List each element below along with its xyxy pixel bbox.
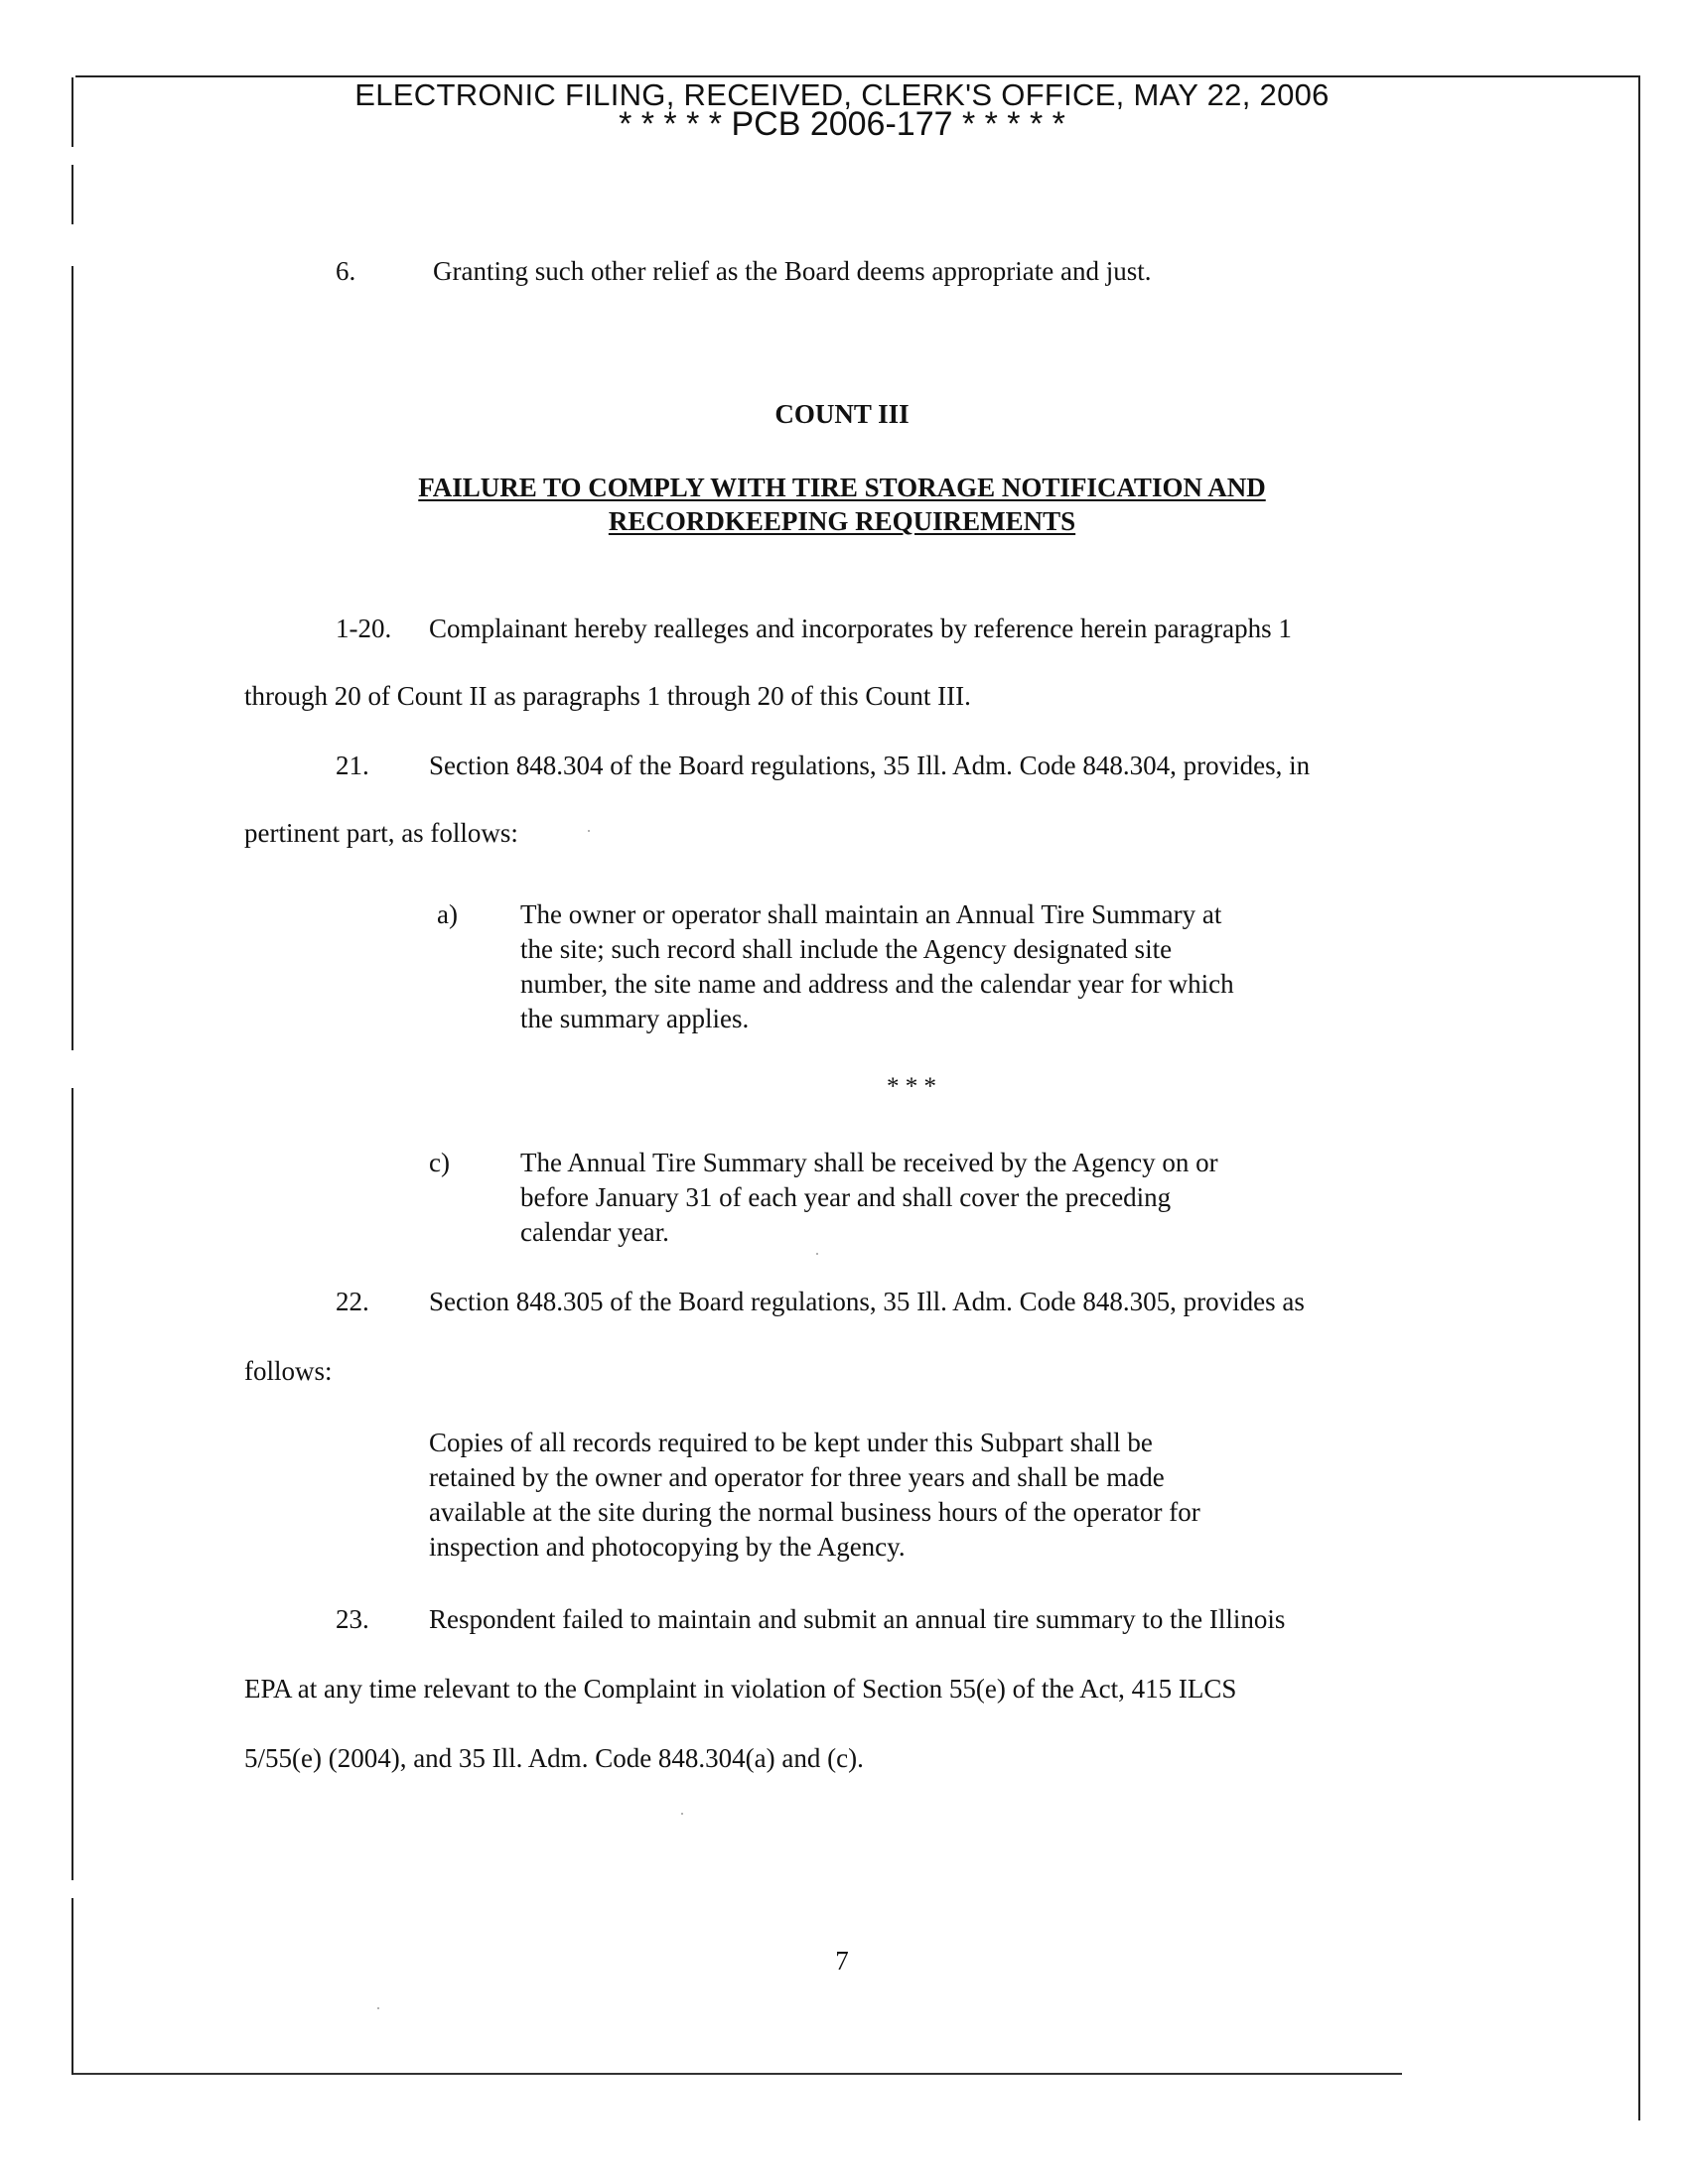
filing-stamp-line1: ELECTRONIC FILING, RECEIVED, CLERK'S OFFICE, MAY 22, 2006 bbox=[354, 77, 1330, 112]
paragraph-23-line1: Respondent failed to maintain and submit an annual tire summary to the Illinois bbox=[429, 1604, 1286, 1634]
quote-c-block bbox=[520, 1146, 1414, 1250]
scan-border-right bbox=[1638, 75, 1640, 2120]
quote-a-line: number, the site name and address and the calendar year for which bbox=[520, 969, 1234, 999]
scan-border-bottom bbox=[71, 2073, 1402, 2075]
quote-c-line: calendar year. bbox=[520, 1217, 669, 1247]
quote-a-line: the summary applies. bbox=[520, 1004, 750, 1033]
quote-305-line: retained by the owner and operator for three years and shall be made bbox=[429, 1462, 1165, 1492]
paragraph-1-20-line2: through 20 of Count II as paragraphs 1 through 20 of this Count III. bbox=[244, 681, 971, 711]
scan-border-left-segment bbox=[71, 266, 73, 1050]
quote-c-line: The Annual Tire Summary shall be received by the Agency on or bbox=[520, 1148, 1218, 1177]
paragraph-23-number: 23. bbox=[336, 1604, 369, 1634]
omission-ellipsis: * * * bbox=[887, 1073, 936, 1100]
scan-speck bbox=[816, 1253, 818, 1255]
quote-a-line: The owner or operator shall maintain an Annual Tire Summary at bbox=[520, 899, 1222, 929]
paragraph-23-line2: EPA at any time relevant to the Complaint in violation of Section 55(e) of the Act, 415 ILCS bbox=[244, 1674, 1237, 1704]
paragraph-22-line1: Section 848.305 of the Board regulations, 35 Ill. Adm. Code 848.305, provides as bbox=[429, 1287, 1305, 1316]
filing-stamp-line2: * * * * * PCB 2006-177 * * * * * bbox=[619, 105, 1065, 143]
paragraph-22-number: 22. bbox=[336, 1287, 369, 1316]
scan-speck bbox=[681, 1813, 683, 1815]
page-number: 7 bbox=[835, 1946, 849, 1976]
paragraph-22-line2: follows: bbox=[244, 1356, 333, 1386]
paragraph-21-line1: Section 848.304 of the Board regulations, 35 Ill. Adm. Code 848.304, provides, in bbox=[429, 751, 1311, 780]
scan-speck bbox=[377, 2007, 379, 2009]
quote-305-line: Copies of all records required to be kept under this Subpart shall be bbox=[429, 1428, 1153, 1457]
count-subtitle-line1: FAILURE TO COMPLY WITH TIRE STORAGE NOTIFICATION AND bbox=[418, 473, 1266, 502]
quote-c-label: c) bbox=[429, 1148, 450, 1177]
quote-305-block bbox=[429, 1426, 1323, 1565]
scan-border-left-segment bbox=[71, 165, 73, 224]
paragraph-21-number: 21. bbox=[336, 751, 369, 780]
scan-speck bbox=[588, 830, 590, 832]
quote-c-line: before January 31 of each year and shall cover the preceding bbox=[520, 1182, 1172, 1212]
count-subtitle-line2: RECORDKEEPING REQUIREMENTS bbox=[608, 506, 1076, 536]
quote-a-line: the site; such record shall include the Agency designated site bbox=[520, 934, 1173, 964]
paragraph-1-20-line1: Complainant hereby realleges and incorporates by reference herein paragraphs 1 bbox=[429, 614, 1292, 643]
quote-a-block bbox=[520, 897, 1414, 1036]
paragraph-1-20-number: 1-20. bbox=[336, 614, 392, 643]
quote-305-line: available at the site during the normal business hours of the operator for bbox=[429, 1497, 1200, 1527]
count-title: COUNT III bbox=[774, 399, 910, 429]
paragraph-23-line3: 5/55(e) (2004), and 35 Ill. Adm. Code 848.304(a) and (c). bbox=[244, 1743, 864, 1773]
paragraph-6-text: Granting such other relief as the Board deems appropriate and just. bbox=[433, 256, 1152, 286]
quote-305-line: inspection and photocopying by the Agency. bbox=[429, 1532, 906, 1562]
paragraph-21-line2: pertinent part, as follows: bbox=[244, 818, 518, 848]
scan-border-left-segment bbox=[71, 1088, 73, 1880]
scan-border-left-segment bbox=[71, 1898, 73, 2075]
paragraph-6-number: 6. bbox=[336, 256, 356, 286]
quote-a-label: a) bbox=[437, 899, 458, 929]
